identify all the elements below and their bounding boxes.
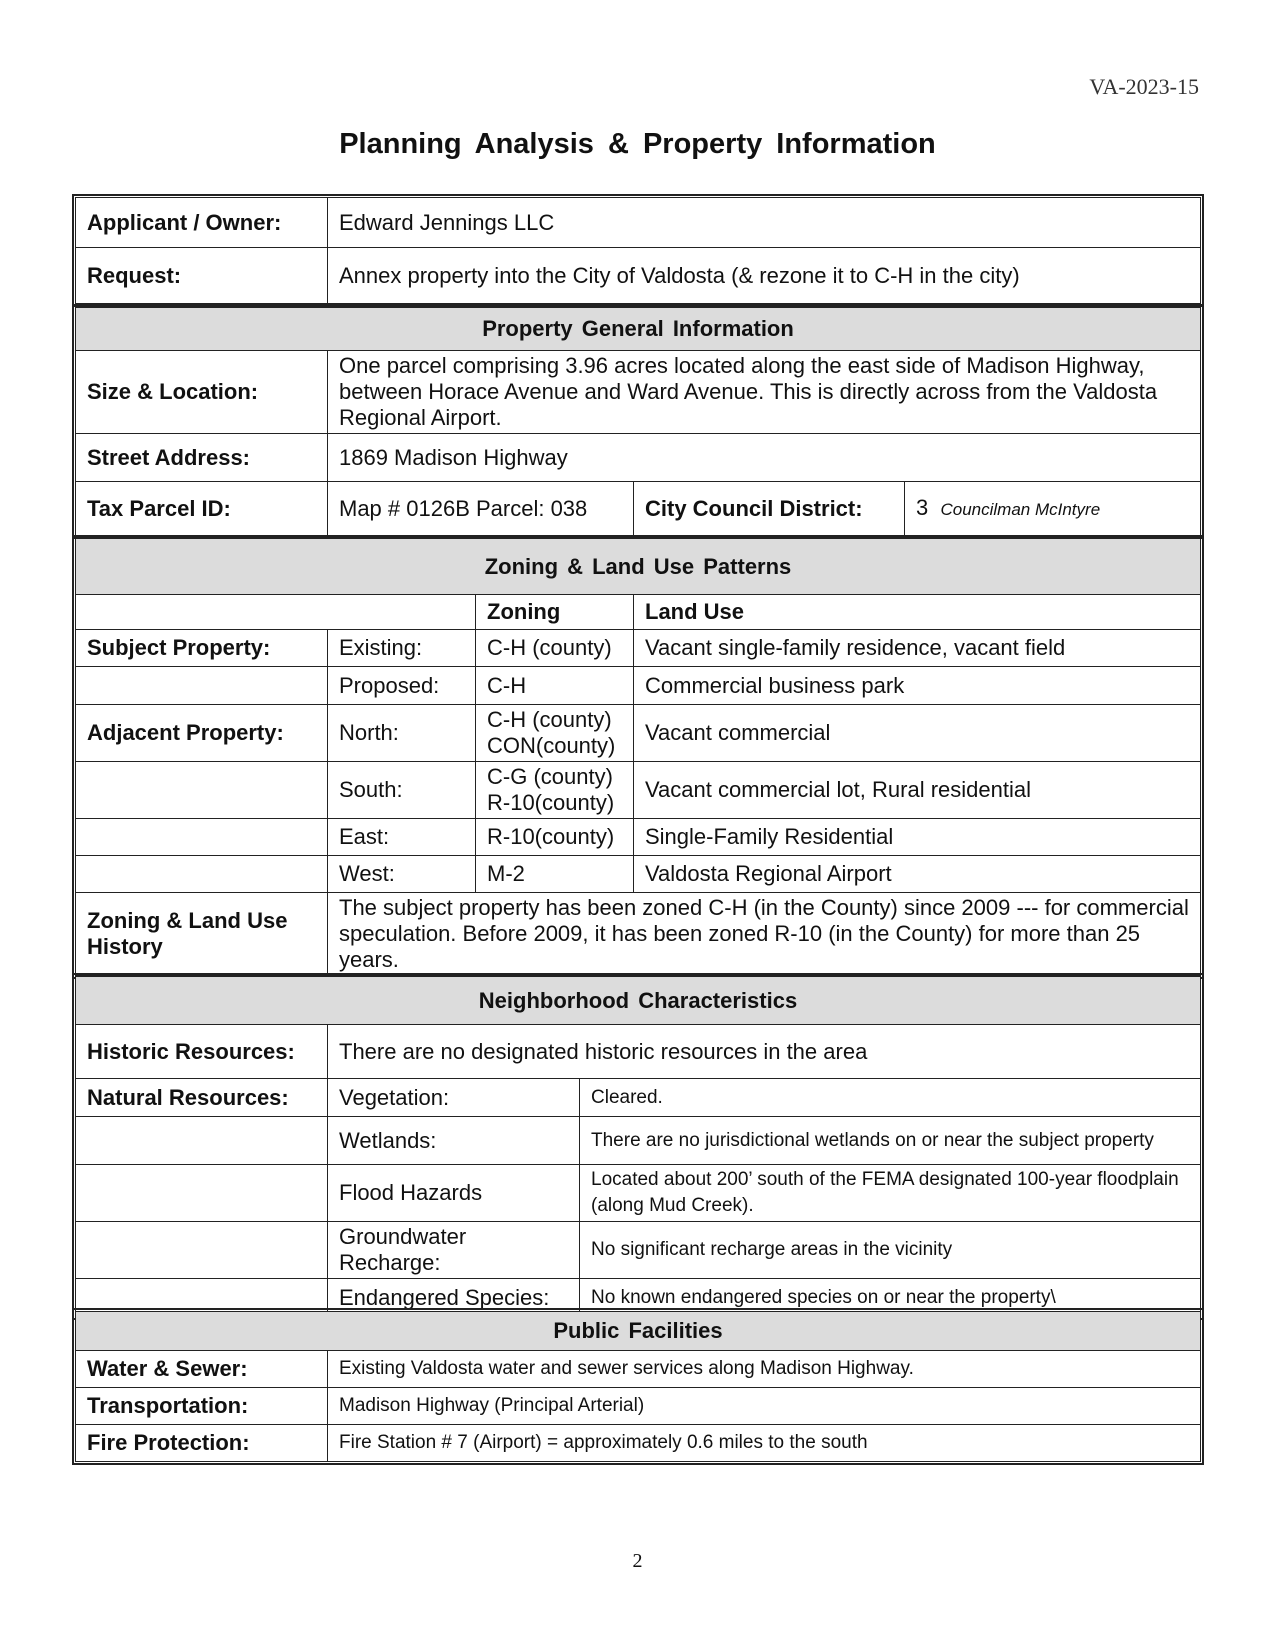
natural-resource-value: No known endangered species on or near the property\: [580, 1279, 1201, 1317]
zoning-row-use: Single-Family Residential: [634, 819, 1201, 856]
table-row: [76, 630, 1201, 667]
council-district-number: 3: [916, 494, 929, 520]
tax-parcel-label: Tax Parcel ID:: [76, 482, 328, 536]
table-row: [76, 856, 1201, 893]
zoning-row-label: Subject Property:: [76, 630, 328, 667]
natural-resource-value: Cleared.: [580, 1079, 1201, 1117]
natural-resource-item: Flood Hazards: [328, 1165, 580, 1222]
zoning-row-zoning: C-H (county) CON(county): [476, 705, 634, 762]
table-row: [76, 667, 1201, 705]
zoning-row-dir: East:: [328, 819, 476, 856]
table-row: [76, 1425, 1201, 1462]
zoning-row-zoning: R-10(county): [476, 819, 634, 856]
zoning-row-dir: Proposed:: [328, 667, 476, 705]
natural-resource-item: Endangered Species:: [328, 1279, 580, 1317]
historic-resources-row: [76, 1025, 1201, 1079]
natural-resource-value: Located about 200’ south of the FEMA designated 100-year floodplain (along Mud Creek).: [580, 1165, 1201, 1222]
zoning-row-label: [76, 819, 328, 856]
zoning-row-label: [76, 762, 328, 819]
zoning-row-use: Vacant commercial lot, Rural residential: [634, 762, 1201, 819]
zoning-row-dir: Existing:: [328, 630, 476, 667]
zoning-row-label: [76, 856, 328, 893]
table-row: [76, 1388, 1201, 1425]
street-address-row: [76, 434, 1201, 482]
public-facilities-table: [75, 1311, 1201, 1462]
facility-value: Existing Valdosta water and sewer services along Madison Highway.: [328, 1351, 1201, 1388]
page-number: 2: [632, 1550, 643, 1572]
council-district-label: City Council District:: [634, 482, 905, 536]
table-row: [76, 819, 1201, 856]
zoning-column-header: Zoning: [476, 595, 634, 630]
zoning-history-row: [76, 893, 1201, 976]
zoning-row-label: Adjacent Property:: [76, 705, 328, 762]
natural-resource-item: Groundwater Recharge:: [328, 1222, 580, 1279]
zoning-history-value: The subject property has been zoned C-H (in the County) since 2009 --- for commercial speculation. Before 2009, it has been zoned R-10 (in the County) for more than 25 years.: [328, 893, 1201, 976]
zoning-row-dir: West:: [328, 856, 476, 893]
general-info-heading: Property General Information: [76, 308, 1201, 351]
neighborhood-table: [75, 976, 1201, 1317]
size-location-row: [76, 351, 1201, 434]
tax-parcel-row: [76, 482, 1201, 536]
table-row: [76, 705, 1201, 762]
facility-label: Water & Sewer:: [76, 1351, 328, 1388]
historic-resources-value: There are no designated historic resources in the area: [328, 1025, 1201, 1079]
general-info-table: [75, 307, 1201, 536]
list-item: [76, 1079, 1201, 1117]
public-facilities-heading: Public Facilities: [76, 1312, 1201, 1351]
size-location-value: One parcel comprising 3.96 acres located along the east side of Madison Highway, between Horace Avenue and Ward Avenue. This is directly across from the Valdosta Regional Airport.: [328, 351, 1201, 434]
natural-resource-blank: [76, 1165, 328, 1222]
historic-resources-label: Historic Resources:: [76, 1025, 328, 1079]
owner-label: Applicant / Owner:: [76, 198, 328, 248]
request-label: Request:: [76, 248, 328, 304]
zoning-column-headers: [76, 595, 1201, 630]
council-district-value: [905, 482, 1201, 536]
zoning-row-dir: North:: [328, 705, 476, 762]
size-location-label: Size & Location:: [76, 351, 328, 434]
zoning-heading: Zoning & Land Use Patterns: [76, 539, 1201, 595]
natural-resource-item: Vegetation:: [328, 1079, 580, 1117]
table-row: [76, 762, 1201, 819]
councilman-name: Councilman McIntyre: [940, 499, 1101, 519]
facility-value: Fire Station # 7 (Airport) = approximately 0.6 miles to the south: [328, 1425, 1201, 1462]
zoning-row-use: Vacant commercial: [634, 705, 1201, 762]
zoning-row-use: Valdosta Regional Airport: [634, 856, 1201, 893]
request-value: Annex property into the City of Valdosta (& rezone it to C-H in the city): [328, 248, 1201, 304]
tax-parcel-value: Map # 0126B Parcel: 038: [328, 482, 634, 536]
zoning-row-use: Vacant single-family residence, vacant field: [634, 630, 1201, 667]
facility-value: Madison Highway (Principal Arterial): [328, 1388, 1201, 1425]
street-address-label: Street Address:: [76, 434, 328, 482]
list-item: [76, 1165, 1201, 1222]
document-id: VA-2023-15: [1089, 74, 1199, 99]
facility-label: Transportation:: [76, 1388, 328, 1425]
zoning-row-label: [76, 667, 328, 705]
natural-resource-item: Wetlands:: [328, 1117, 580, 1165]
zoning-row-dir: South:: [328, 762, 476, 819]
owner-value: Edward Jennings LLC: [328, 198, 1201, 248]
natural-resource-value: There are no jurisdictional wetlands on or near the subject property: [580, 1117, 1201, 1165]
natural-resource-blank: [76, 1222, 328, 1279]
zoning-row-zoning: M-2: [476, 856, 634, 893]
street-address-value: 1869 Madison Highway: [328, 434, 1201, 482]
land-use-column-header: Land Use: [634, 595, 1201, 630]
owner-row: [76, 198, 1201, 248]
zoning-header-blank: [76, 595, 476, 630]
facility-label: Fire Protection:: [76, 1425, 328, 1462]
natural-resource-value: No significant recharge areas in the vicinity: [580, 1222, 1201, 1279]
page-title: Planning Analysis & Property Information: [339, 128, 936, 160]
zoning-row-zoning: C-H (county): [476, 630, 634, 667]
list-item: [76, 1222, 1201, 1279]
natural-resource-blank: [76, 1117, 328, 1165]
request-row: [76, 248, 1201, 304]
list-item: [76, 1117, 1201, 1165]
applicant-table: [75, 197, 1201, 304]
zoning-row-zoning: C-H: [476, 667, 634, 705]
natural-resources-label: Natural Resources:: [76, 1079, 328, 1117]
table-row: [76, 1351, 1201, 1388]
neighborhood-heading: Neighborhood Characteristics: [76, 977, 1201, 1025]
zoning-row-use: Commercial business park: [634, 667, 1201, 705]
zoning-row-zoning: C-G (county) R-10(county): [476, 762, 634, 819]
zoning-table: [75, 538, 1201, 976]
zoning-history-label: Zoning & Land Use History: [76, 893, 328, 976]
